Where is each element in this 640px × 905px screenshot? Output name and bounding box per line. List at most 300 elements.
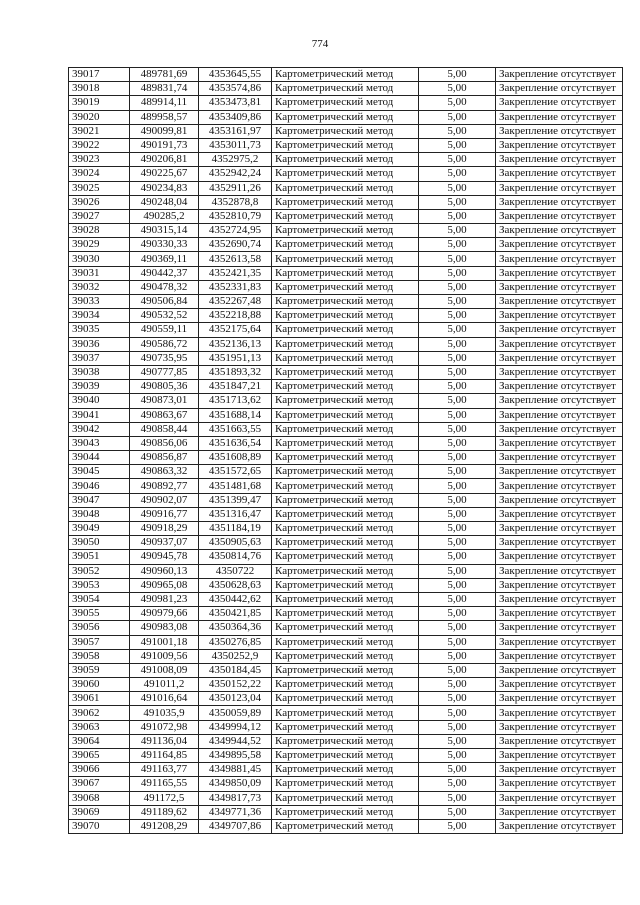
precision-cell: 5,00 (419, 564, 496, 578)
table-row (69, 195, 623, 209)
method-cell: Картометрический метод (272, 209, 419, 223)
y-coordinate-cell: 4352136,13 (199, 337, 272, 351)
method-cell: Картометрический метод (272, 706, 419, 720)
point-number-cell: 39043 (69, 436, 130, 450)
point-number-cell: 39057 (69, 635, 130, 649)
y-coordinate-cell: 4349895,58 (199, 749, 272, 763)
point-number-cell: 39037 (69, 351, 130, 365)
method-cell: Картометрический метод (272, 96, 419, 110)
x-coordinate-cell: 490856,06 (130, 436, 199, 450)
method-cell: Картометрический метод (272, 550, 419, 564)
y-coordinate-cell: 4350442,62 (199, 592, 272, 606)
precision-cell: 5,00 (419, 607, 496, 621)
y-coordinate-cell: 4350722 (199, 564, 272, 578)
method-cell: Картометрический метод (272, 68, 419, 82)
method-cell: Картометрический метод (272, 266, 419, 280)
point-number-cell: 39027 (69, 209, 130, 223)
point-number-cell: 39044 (69, 451, 130, 465)
precision-cell: 5,00 (419, 224, 496, 238)
method-cell: Картометрический метод (272, 749, 419, 763)
precision-cell: 5,00 (419, 451, 496, 465)
y-coordinate-cell: 4351951,13 (199, 351, 272, 365)
fixation-cell: Закрепление отсутствует (496, 522, 623, 536)
table-row (69, 536, 623, 550)
table-row (69, 791, 623, 805)
precision-cell: 5,00 (419, 734, 496, 748)
table-row (69, 777, 623, 791)
point-number-cell: 39017 (69, 68, 130, 82)
fixation-cell: Закрепление отсутствует (496, 791, 623, 805)
precision-cell: 5,00 (419, 124, 496, 138)
x-coordinate-cell: 490248,04 (130, 195, 199, 209)
x-coordinate-cell: 490225,67 (130, 167, 199, 181)
y-coordinate-cell: 4350252,9 (199, 649, 272, 663)
table-row (69, 252, 623, 266)
method-cell: Картометрический метод (272, 536, 419, 550)
fixation-cell: Закрепление отсутствует (496, 663, 623, 677)
fixation-cell: Закрепление отсутствует (496, 124, 623, 138)
precision-cell: 5,00 (419, 96, 496, 110)
point-number-cell: 39032 (69, 280, 130, 294)
fixation-cell: Закрепление отсутствует (496, 692, 623, 706)
x-coordinate-cell: 490478,32 (130, 280, 199, 294)
x-coordinate-cell: 491008,09 (130, 663, 199, 677)
fixation-cell: Закрепление отсутствует (496, 195, 623, 209)
table-row (69, 493, 623, 507)
table-row (69, 607, 623, 621)
y-coordinate-cell: 4350628,63 (199, 578, 272, 592)
fixation-cell: Закрепление отсутствует (496, 82, 623, 96)
point-number-cell: 39047 (69, 493, 130, 507)
precision-cell: 5,00 (419, 550, 496, 564)
point-number-cell: 39022 (69, 138, 130, 152)
fixation-cell: Закрепление отсутствует (496, 706, 623, 720)
x-coordinate-cell: 490206,81 (130, 153, 199, 167)
precision-cell: 5,00 (419, 68, 496, 82)
x-coordinate-cell: 490586,72 (130, 337, 199, 351)
point-number-cell: 39021 (69, 124, 130, 138)
method-cell: Картометрический метод (272, 649, 419, 663)
method-cell: Картометрический метод (272, 238, 419, 252)
y-coordinate-cell: 4352613,58 (199, 252, 272, 266)
table-row (69, 309, 623, 323)
fixation-cell: Закрепление отсутствует (496, 167, 623, 181)
precision-cell: 5,00 (419, 777, 496, 791)
point-number-cell: 39023 (69, 153, 130, 167)
table-row (69, 706, 623, 720)
point-number-cell: 39068 (69, 791, 130, 805)
fixation-cell: Закрепление отсутствует (496, 507, 623, 521)
table-row (69, 124, 623, 138)
x-coordinate-cell: 491163,77 (130, 763, 199, 777)
x-coordinate-cell: 490234,83 (130, 181, 199, 195)
fixation-cell: Закрепление отсутствует (496, 68, 623, 82)
y-coordinate-cell: 4351847,21 (199, 380, 272, 394)
x-coordinate-cell: 490315,14 (130, 224, 199, 238)
table-row (69, 592, 623, 606)
table-row (69, 153, 623, 167)
precision-cell: 5,00 (419, 238, 496, 252)
y-coordinate-cell: 4349707,86 (199, 819, 272, 833)
x-coordinate-cell: 489781,69 (130, 68, 199, 82)
point-number-cell: 39052 (69, 564, 130, 578)
x-coordinate-cell: 490330,33 (130, 238, 199, 252)
y-coordinate-cell: 4351663,55 (199, 422, 272, 436)
point-number-cell: 39019 (69, 96, 130, 110)
fixation-cell: Закрепление отсутствует (496, 365, 623, 379)
method-cell: Картометрический метод (272, 82, 419, 96)
x-coordinate-cell: 490918,29 (130, 522, 199, 536)
precision-cell: 5,00 (419, 436, 496, 450)
y-coordinate-cell: 4350905,63 (199, 536, 272, 550)
point-number-cell: 39029 (69, 238, 130, 252)
fixation-cell: Закрепление отсутствует (496, 295, 623, 309)
precision-cell: 5,00 (419, 465, 496, 479)
method-cell: Картометрический метод (272, 564, 419, 578)
point-number-cell: 39042 (69, 422, 130, 436)
method-cell: Картометрический метод (272, 678, 419, 692)
precision-cell: 5,00 (419, 138, 496, 152)
point-number-cell: 39035 (69, 323, 130, 337)
precision-cell: 5,00 (419, 167, 496, 181)
precision-cell: 5,00 (419, 536, 496, 550)
table-row (69, 635, 623, 649)
table-row (69, 408, 623, 422)
point-number-cell: 39066 (69, 763, 130, 777)
coordinates-table-body (69, 68, 623, 834)
y-coordinate-cell: 4351893,32 (199, 365, 272, 379)
fixation-cell: Закрепление отсутствует (496, 536, 623, 550)
point-number-cell: 39050 (69, 536, 130, 550)
x-coordinate-cell: 490285,2 (130, 209, 199, 223)
precision-cell: 5,00 (419, 82, 496, 96)
fixation-cell: Закрепление отсутствует (496, 493, 623, 507)
precision-cell: 5,00 (419, 791, 496, 805)
precision-cell: 5,00 (419, 153, 496, 167)
y-coordinate-cell: 4352911,26 (199, 181, 272, 195)
fixation-cell: Закрепление отсутствует (496, 436, 623, 450)
table-row (69, 734, 623, 748)
fixation-cell: Закрепление отсутствует (496, 422, 623, 436)
fixation-cell: Закрепление отсутствует (496, 734, 623, 748)
table-row (69, 351, 623, 365)
x-coordinate-cell: 491165,55 (130, 777, 199, 791)
table-row (69, 323, 623, 337)
point-number-cell: 39059 (69, 663, 130, 677)
method-cell: Картометрический метод (272, 663, 419, 677)
point-number-cell: 39033 (69, 295, 130, 309)
table-row (69, 649, 623, 663)
y-coordinate-cell: 4349850,09 (199, 777, 272, 791)
x-coordinate-cell: 491001,18 (130, 635, 199, 649)
table-row (69, 280, 623, 294)
y-coordinate-cell: 4352878,8 (199, 195, 272, 209)
point-number-cell: 39036 (69, 337, 130, 351)
fixation-cell: Закрепление отсутствует (496, 138, 623, 152)
point-number-cell: 39026 (69, 195, 130, 209)
table-row (69, 394, 623, 408)
point-number-cell: 39064 (69, 734, 130, 748)
method-cell: Картометрический метод (272, 493, 419, 507)
y-coordinate-cell: 4353409,86 (199, 110, 272, 124)
precision-cell: 5,00 (419, 649, 496, 663)
point-number-cell: 39028 (69, 224, 130, 238)
fixation-cell: Закрепление отсутствует (496, 238, 623, 252)
fixation-cell: Закрепление отсутствует (496, 592, 623, 606)
x-coordinate-cell: 490863,67 (130, 408, 199, 422)
fixation-cell: Закрепление отсутствует (496, 465, 623, 479)
point-number-cell: 39067 (69, 777, 130, 791)
x-coordinate-cell: 490805,36 (130, 380, 199, 394)
x-coordinate-cell: 489958,57 (130, 110, 199, 124)
x-coordinate-cell: 490369,11 (130, 252, 199, 266)
y-coordinate-cell: 4352218,88 (199, 309, 272, 323)
method-cell: Картометрический метод (272, 280, 419, 294)
method-cell: Картометрический метод (272, 365, 419, 379)
method-cell: Картометрический метод (272, 124, 419, 138)
point-number-cell: 39058 (69, 649, 130, 663)
point-number-cell: 39034 (69, 309, 130, 323)
y-coordinate-cell: 4352175,64 (199, 323, 272, 337)
precision-cell: 5,00 (419, 181, 496, 195)
method-cell: Картометрический метод (272, 692, 419, 706)
table-row (69, 819, 623, 833)
method-cell: Картометрический метод (272, 195, 419, 209)
x-coordinate-cell: 490735,95 (130, 351, 199, 365)
method-cell: Картометрический метод (272, 479, 419, 493)
table-row (69, 422, 623, 436)
x-coordinate-cell: 491164,85 (130, 749, 199, 763)
fixation-cell: Закрепление отсутствует (496, 451, 623, 465)
method-cell: Картометрический метод (272, 167, 419, 181)
table-row (69, 68, 623, 82)
method-cell: Картометрический метод (272, 592, 419, 606)
table-row (69, 550, 623, 564)
precision-cell: 5,00 (419, 522, 496, 536)
point-number-cell: 39065 (69, 749, 130, 763)
point-number-cell: 39055 (69, 607, 130, 621)
y-coordinate-cell: 4351688,14 (199, 408, 272, 422)
point-number-cell: 39069 (69, 805, 130, 819)
precision-cell: 5,00 (419, 408, 496, 422)
point-number-cell: 39051 (69, 550, 130, 564)
y-coordinate-cell: 4349881,45 (199, 763, 272, 777)
point-number-cell: 39053 (69, 578, 130, 592)
precision-cell: 5,00 (419, 805, 496, 819)
fixation-cell: Закрепление отсутствует (496, 323, 623, 337)
x-coordinate-cell: 490960,13 (130, 564, 199, 578)
fixation-cell: Закрепление отсутствует (496, 649, 623, 663)
precision-cell: 5,00 (419, 422, 496, 436)
method-cell: Картометрический метод (272, 252, 419, 266)
method-cell: Картометрический метод (272, 110, 419, 124)
page-number: 774 (311, 38, 329, 50)
x-coordinate-cell: 489914,11 (130, 96, 199, 110)
method-cell: Картометрический метод (272, 337, 419, 351)
x-coordinate-cell: 490777,85 (130, 365, 199, 379)
x-coordinate-cell: 490902,07 (130, 493, 199, 507)
point-number-cell: 39048 (69, 507, 130, 521)
x-coordinate-cell: 490532,52 (130, 309, 199, 323)
x-coordinate-cell: 490981,23 (130, 592, 199, 606)
method-cell: Картометрический метод (272, 224, 419, 238)
table-row (69, 479, 623, 493)
point-number-cell: 39039 (69, 380, 130, 394)
method-cell: Картометрический метод (272, 295, 419, 309)
fixation-cell: Закрепление отсутствует (496, 209, 623, 223)
method-cell: Картометрический метод (272, 578, 419, 592)
table-row (69, 365, 623, 379)
y-coordinate-cell: 4349771,36 (199, 805, 272, 819)
method-cell: Картометрический метод (272, 791, 419, 805)
method-cell: Картометрический метод (272, 607, 419, 621)
fixation-cell: Закрепление отсутствует (496, 394, 623, 408)
fixation-cell: Закрепление отсутствует (496, 607, 623, 621)
y-coordinate-cell: 4351316,47 (199, 507, 272, 521)
method-cell: Картометрический метод (272, 351, 419, 365)
table-row (69, 663, 623, 677)
fixation-cell: Закрепление отсутствует (496, 777, 623, 791)
point-number-cell: 39056 (69, 621, 130, 635)
y-coordinate-cell: 4353574,86 (199, 82, 272, 96)
fixation-cell: Закрепление отсутствует (496, 635, 623, 649)
table-row (69, 238, 623, 252)
fixation-cell: Закрепление отсутствует (496, 678, 623, 692)
precision-cell: 5,00 (419, 309, 496, 323)
table-row (69, 451, 623, 465)
point-number-cell: 39020 (69, 110, 130, 124)
method-cell: Картометрический метод (272, 408, 419, 422)
point-number-cell: 39060 (69, 678, 130, 692)
table-row (69, 805, 623, 819)
x-coordinate-cell: 490559,11 (130, 323, 199, 337)
precision-cell: 5,00 (419, 763, 496, 777)
precision-cell: 5,00 (419, 592, 496, 606)
x-coordinate-cell: 490099,81 (130, 124, 199, 138)
precision-cell: 5,00 (419, 110, 496, 124)
precision-cell: 5,00 (419, 749, 496, 763)
x-coordinate-cell: 490858,44 (130, 422, 199, 436)
y-coordinate-cell: 4350814,76 (199, 550, 272, 564)
x-coordinate-cell: 490892,77 (130, 479, 199, 493)
fixation-cell: Закрепление отсутствует (496, 550, 623, 564)
x-coordinate-cell: 490916,77 (130, 507, 199, 521)
y-coordinate-cell: 4352421,35 (199, 266, 272, 280)
y-coordinate-cell: 4350059,89 (199, 706, 272, 720)
table-row (69, 167, 623, 181)
precision-cell: 5,00 (419, 209, 496, 223)
precision-cell: 5,00 (419, 507, 496, 521)
method-cell: Картометрический метод (272, 181, 419, 195)
x-coordinate-cell: 490937,07 (130, 536, 199, 550)
method-cell: Картометрический метод (272, 635, 419, 649)
table-row (69, 692, 623, 706)
x-coordinate-cell: 491009,56 (130, 649, 199, 663)
precision-cell: 5,00 (419, 337, 496, 351)
point-number-cell: 39063 (69, 720, 130, 734)
x-coordinate-cell: 489831,74 (130, 82, 199, 96)
y-coordinate-cell: 4353473,81 (199, 96, 272, 110)
y-coordinate-cell: 4352810,79 (199, 209, 272, 223)
x-coordinate-cell: 490979,66 (130, 607, 199, 621)
y-coordinate-cell: 4353161,97 (199, 124, 272, 138)
precision-cell: 5,00 (419, 280, 496, 294)
x-coordinate-cell: 490442,37 (130, 266, 199, 280)
point-number-cell: 39018 (69, 82, 130, 96)
fixation-cell: Закрепление отсутствует (496, 266, 623, 280)
point-number-cell: 39030 (69, 252, 130, 266)
y-coordinate-cell: 4351636,54 (199, 436, 272, 450)
fixation-cell: Закрепление отсутствует (496, 621, 623, 635)
precision-cell: 5,00 (419, 195, 496, 209)
precision-cell: 5,00 (419, 635, 496, 649)
y-coordinate-cell: 4351608,89 (199, 451, 272, 465)
y-coordinate-cell: 4352267,48 (199, 295, 272, 309)
point-number-cell: 39046 (69, 479, 130, 493)
fixation-cell: Закрепление отсутствует (496, 309, 623, 323)
precision-cell: 5,00 (419, 380, 496, 394)
x-coordinate-cell: 490873,01 (130, 394, 199, 408)
method-cell: Картометрический метод (272, 138, 419, 152)
fixation-cell: Закрепление отсутствует (496, 408, 623, 422)
precision-cell: 5,00 (419, 692, 496, 706)
y-coordinate-cell: 4351184,19 (199, 522, 272, 536)
fixation-cell: Закрепление отсутствует (496, 380, 623, 394)
method-cell: Картометрический метод (272, 394, 419, 408)
method-cell: Картометрический метод (272, 507, 419, 521)
y-coordinate-cell: 4352942,24 (199, 167, 272, 181)
table-row (69, 337, 623, 351)
y-coordinate-cell: 4352690,74 (199, 238, 272, 252)
precision-cell: 5,00 (419, 394, 496, 408)
y-coordinate-cell: 4353011,73 (199, 138, 272, 152)
point-number-cell: 39045 (69, 465, 130, 479)
point-number-cell: 39040 (69, 394, 130, 408)
fixation-cell: Закрепление отсутствует (496, 181, 623, 195)
precision-cell: 5,00 (419, 678, 496, 692)
precision-cell: 5,00 (419, 479, 496, 493)
x-coordinate-cell: 491208,29 (130, 819, 199, 833)
table-row (69, 621, 623, 635)
x-coordinate-cell: 490965,08 (130, 578, 199, 592)
precision-cell: 5,00 (419, 706, 496, 720)
y-coordinate-cell: 4350421,85 (199, 607, 272, 621)
fixation-cell: Закрепление отсутствует (496, 763, 623, 777)
method-cell: Картометрический метод (272, 153, 419, 167)
method-cell: Картометрический метод (272, 323, 419, 337)
method-cell: Картометрический метод (272, 380, 419, 394)
x-coordinate-cell: 490983,08 (130, 621, 199, 635)
table-row (69, 110, 623, 124)
method-cell: Картометрический метод (272, 436, 419, 450)
x-coordinate-cell: 491172,5 (130, 791, 199, 805)
fixation-cell: Закрепление отсутствует (496, 280, 623, 294)
y-coordinate-cell: 4351713,62 (199, 394, 272, 408)
precision-cell: 5,00 (419, 323, 496, 337)
table-row (69, 209, 623, 223)
x-coordinate-cell: 490191,73 (130, 138, 199, 152)
precision-cell: 5,00 (419, 663, 496, 677)
method-cell: Картометрический метод (272, 422, 419, 436)
table-row (69, 138, 623, 152)
table-row (69, 295, 623, 309)
precision-cell: 5,00 (419, 252, 496, 266)
method-cell: Картометрический метод (272, 819, 419, 833)
fixation-cell: Закрепление отсутствует (496, 479, 623, 493)
table-row (69, 578, 623, 592)
fixation-cell: Закрепление отсутствует (496, 749, 623, 763)
fixation-cell: Закрепление отсутствует (496, 351, 623, 365)
